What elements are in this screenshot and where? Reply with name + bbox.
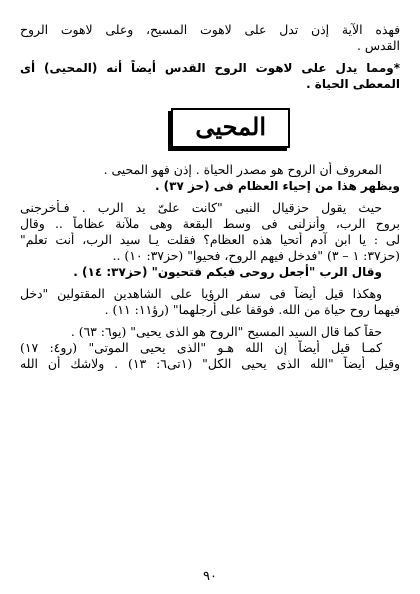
text-line: حيث يقول حزقيال النبى "كانت علىّ يد الرب . فـأخرجنى [20, 200, 382, 215]
text-line: فيهما روح حياة من الله. فوقفا على أرجلهما" (رؤ١١: ١١) . [104, 302, 400, 317]
page-number: ٩٠ [203, 569, 217, 584]
text-line: وهكذا قيل أيضاً فى سفر الرؤيا على الشاهدين المقتولين "دخل [20, 286, 382, 301]
text-line: كمـا قيل أيضاً إن الله هـو "الذى يحيى الموتى" (رو٤: ١٧) [20, 340, 382, 355]
bold-text-line: ويظهر هذا من إحياء العظام فى (حز ٣٧) . [154, 179, 400, 193]
text-line: لى : يا ابن آدم أتحيا هذه العظام؟ فقلت يـا سيد الرب، أنت تعلم" [20, 232, 400, 247]
text-line: المعروف أن الروح هو مصدر الحياة . إذن فهو المحيى . [103, 162, 382, 177]
bold-text-line: وقال الرب "أجعل روحى فيكم فتحيون" (حز٣٧: ١٤) . [73, 265, 382, 279]
section-heading: المحيى [171, 108, 290, 148]
text-line: بروح الرب، وأنزلنى فى وسط البقعة وهى ملآنة عظاماً .. وقال [20, 216, 400, 231]
text-line: القدس . [357, 38, 400, 53]
text-line: فهذه الآية إذن تدل على لاهوت المسيح، وعلى لاهوت الروح [20, 22, 400, 37]
text-line: حقاً كما قال السيد المسيح "الروح هو الذى يحيى" (يو٦: ٦٣) . [70, 324, 382, 339]
bold-text-line: *ومما يدل على لاهوت الروح القدس أيضاً أنه (المحيى) أى [20, 61, 400, 75]
bold-text-line: المعطى الحياة . [306, 77, 400, 91]
section-heading-wrap [20, 108, 400, 148]
text-line: (حز٣٧: ١ – ٣) "فدخل فيهم الروح، فحيوا" (حز٣٧: ١٠) .. [112, 248, 400, 263]
text-line: وقيل أيضاً "الله الذى يحيى الكل" (١تى٦: ١٣) . ولاشك أن الله [20, 356, 400, 371]
